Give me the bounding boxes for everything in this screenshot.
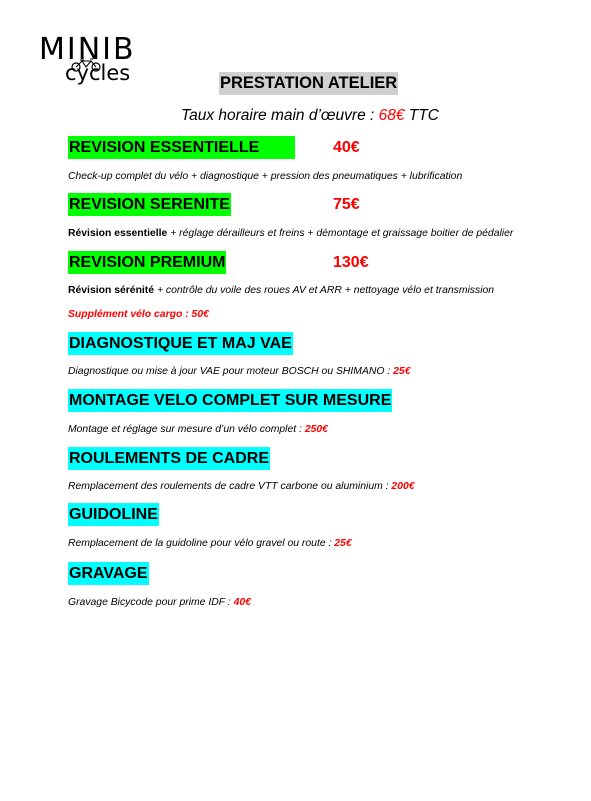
supplement-cargo: Supplément vélo cargo : 50€ [68,309,209,320]
price-revision-essentielle: 40€ [333,139,360,156]
desc-montage-velo [68,423,328,437]
desc-diagnostique-vae [68,365,410,379]
desc-text-guidoline: Remplacement de la guidoline pour vélo gravel ou route : [68,538,335,549]
desc-price-gravage: 40€ [233,597,251,608]
desc-revision-serenite [68,227,513,241]
price-revision-serenite: 75€ [333,196,360,213]
desc-bold-revision-serenite: Révision essentielle [68,228,168,239]
price-revision-premium: 130€ [333,254,369,271]
hourly-rate-label: Taux horaire main d’œuvre : [181,107,379,124]
desc-price-guidoline: 25€ [334,538,352,549]
desc-revision-premium [68,284,494,298]
desc-text-montage-velo: Montage et réglage sur mesure d’un vélo complet : [68,424,305,435]
minib-cycles-logo [39,34,139,90]
desc-text-revision-serenite: + réglage dérailleurs et freins + démontage et graissage boitier de pédalier [167,228,514,239]
section-title-diagnostique-vae: DIAGNOSTIQUE ET MAJ VAE [68,332,293,355]
desc-text-revision-premium: + contrôle du voile des roues AV et ARR + nettoyage vélo et transmission [154,285,495,296]
section-title-gravage: GRAVAGE [68,562,149,585]
section-title-revision-essentielle: REVISION ESSENTIELLE [68,136,295,159]
section-title-roulements-cadre: ROULEMENTS DE CADRE [68,447,270,470]
section-title-guidoline: GUIDOLINE [68,503,159,526]
desc-price-montage-velo: 250€ [304,424,328,435]
desc-bold-revision-premium: Révision sérénité [68,285,155,296]
desc-price-diagnostique-vae: 25€ [393,366,411,377]
desc-roulements-cadre [68,480,415,494]
desc-text-roulements-cadre: Remplacement des roulements de cadre VTT carbone ou aluminium : [68,481,392,492]
page-title: PRESTATION ATELIER [219,72,398,95]
desc-price-roulements-cadre: 200€ [391,481,415,492]
logo-text-top: MINIB [39,32,136,67]
desc-text-gravage: Gravage Bicycode pour prime IDF : [68,597,234,608]
logo-text-bottom: cycles [65,61,131,85]
desc-guidoline [68,537,352,551]
hourly-rate [0,106,591,126]
section-title-revision-serenite: REVISION SERENITE [68,193,231,216]
hourly-rate-amount: 68€ [378,107,405,124]
desc-revision-essentielle: Check-up complet du vélo + diagnostique + pression des pneumatiques + lubrification [68,171,463,182]
hourly-rate-suffix: TTC [404,107,439,124]
desc-gravage [68,596,251,610]
section-title-montage-velo: MONTAGE VELO COMPLET SUR MESURE [68,389,392,412]
desc-text-diagnostique-vae: Diagnostique ou mise à jour VAE pour moteur BOSCH ou SHIMANO : [68,366,394,377]
section-title-revision-premium: REVISION PREMIUM [68,251,226,274]
